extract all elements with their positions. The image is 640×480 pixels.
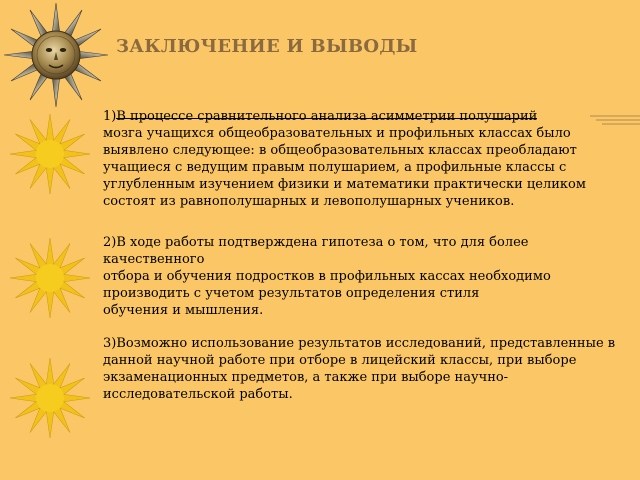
sun-face-emblem-icon [2, 2, 110, 108]
struck-through-text: В процессе сравнительного анализа асимметрии полушарий [116, 109, 538, 124]
conclusion-paragraph-1 [103, 108, 623, 210]
sun-icon [8, 112, 92, 196]
conclusion-paragraph-3: 3)Возможно использование результатов исследований, представленные в данной научной работе при отборе в лицейский классы, при выборе экзаменационных предметов, а также при выборе научно-исследовательской работы. [103, 336, 616, 402]
conclusion-paragraph-2: 2)В ходе работы подтверждена гипотеза о том, что для более качественного отбора и обучения подростков в профильных кассах необходимо производить с учетом результатов определения стиля обучения и мышления. [103, 235, 551, 318]
conclusions-body [103, 108, 623, 403]
sun-icon [8, 236, 92, 320]
slide-title: ЗАКЛЮЧЕНИЕ И ВЫВОДЫ [116, 36, 418, 57]
paragraph-number: 1) [103, 109, 117, 124]
sun-icon [8, 356, 92, 440]
paragraph-text: мозга учащихся общеобразовательных и профильных классах было выявлено следующее: в общеобразовательных классах преобладают учащиеся с ведущим правым полушарием, а профильные классы с углубленным изучением физики и математики практически целиком состоят из равнополушарных и левополушарных учеников. [103, 126, 586, 209]
